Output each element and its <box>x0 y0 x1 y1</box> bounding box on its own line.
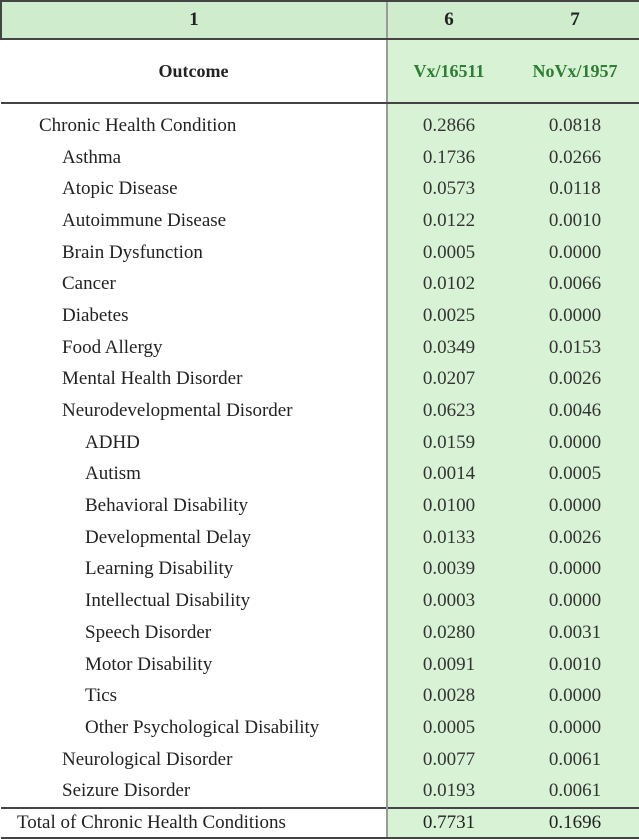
column-number-1: 1 <box>1 1 387 39</box>
novx-value: 0.0005 <box>510 459 639 491</box>
table-row <box>1 554 639 586</box>
table-row <box>1 395 639 427</box>
novx-value: 0.0000 <box>510 712 639 744</box>
total-label: Total of Chronic Health Conditions <box>1 808 387 838</box>
outcome-label: Autism <box>85 463 141 485</box>
outcome-label: Diabetes <box>62 304 129 326</box>
novx-value: 0.0010 <box>510 649 639 681</box>
total-novx-value: 0.1696 <box>510 808 639 838</box>
vx-value: 0.0005 <box>387 712 510 744</box>
novx-value: 0.0818 <box>510 103 639 142</box>
vx-value: 0.2866 <box>387 103 510 142</box>
outcome-label: Other Psychological Disability <box>85 716 320 738</box>
table-row <box>1 300 639 332</box>
table-row <box>1 649 639 681</box>
table-row <box>1 775 639 808</box>
vx-value: 0.0133 <box>387 522 510 554</box>
novx-value: 0.0026 <box>510 522 639 554</box>
table-row <box>1 427 639 459</box>
header-novx: NoVx/1957 <box>510 39 639 103</box>
header-vx: Vx/16511 <box>387 39 510 103</box>
vx-value: 0.0091 <box>387 649 510 681</box>
table-row <box>1 205 639 237</box>
outcome-label: Motor Disability <box>85 653 213 675</box>
column-number-7: 7 <box>510 1 639 39</box>
vx-value: 0.0100 <box>387 490 510 522</box>
novx-value: 0.0000 <box>510 680 639 712</box>
outcome-label: Cancer <box>62 273 116 295</box>
total-vx-value: 0.7731 <box>387 808 510 838</box>
table-row <box>1 459 639 491</box>
novx-value: 0.0000 <box>510 300 639 332</box>
vx-value: 0.0122 <box>387 205 510 237</box>
table-row <box>1 364 639 396</box>
table-row <box>1 680 639 712</box>
vx-value: 0.0349 <box>387 332 510 364</box>
table-row <box>1 173 639 205</box>
vx-value: 0.1736 <box>387 142 510 174</box>
novx-value: 0.0000 <box>510 585 639 617</box>
table-row <box>1 617 639 649</box>
vx-value: 0.0280 <box>387 617 510 649</box>
vx-value: 0.0005 <box>387 237 510 269</box>
novx-value: 0.0061 <box>510 775 639 808</box>
table-row <box>1 237 639 269</box>
outcome-label: Learning Disability <box>85 558 234 580</box>
outcome-label: Food Allergy <box>62 336 163 358</box>
outcome-label: ADHD <box>85 431 140 453</box>
table-row <box>1 490 639 522</box>
vx-value: 0.0003 <box>387 585 510 617</box>
outcome-label: Neurological Disorder <box>62 748 233 770</box>
header-outcome: Outcome <box>1 39 387 103</box>
table-row <box>1 522 639 554</box>
table-row <box>1 744 639 776</box>
vx-value: 0.0039 <box>387 554 510 586</box>
column-number-6: 6 <box>387 1 510 39</box>
table-row <box>1 585 639 617</box>
column-header-row <box>1 39 639 103</box>
outcome-label: Atopic Disease <box>62 178 178 200</box>
novx-value: 0.0026 <box>510 364 639 396</box>
outcome-label: Speech Disorder <box>85 621 212 643</box>
outcome-label: Chronic Health Condition <box>39 114 237 136</box>
table-row <box>1 268 639 300</box>
outcome-label: Mental Health Disorder <box>62 368 243 390</box>
vx-value: 0.0014 <box>387 459 510 491</box>
novx-value: 0.0000 <box>510 490 639 522</box>
novx-value: 0.0000 <box>510 237 639 269</box>
outcome-label: Behavioral Disability <box>85 495 249 517</box>
novx-value: 0.0000 <box>510 427 639 459</box>
vx-value: 0.0102 <box>387 268 510 300</box>
novx-value: 0.0266 <box>510 142 639 174</box>
novx-value: 0.0066 <box>510 268 639 300</box>
vx-value: 0.0623 <box>387 395 510 427</box>
outcome-label: Seizure Disorder <box>62 780 191 802</box>
outcome-label: Autoimmune Disease <box>62 209 227 231</box>
outcome-label: Developmental Delay <box>85 526 252 548</box>
vx-value: 0.0077 <box>387 744 510 776</box>
outcome-label: Tics <box>85 685 118 707</box>
table-row <box>1 332 639 364</box>
total-row <box>1 808 639 838</box>
column-number-row <box>1 1 639 39</box>
outcome-label: Neurodevelopmental Disorder <box>62 400 293 422</box>
table-row <box>1 712 639 744</box>
vx-value: 0.0159 <box>387 427 510 459</box>
vx-value: 0.0573 <box>387 173 510 205</box>
outcome-label: Brain Dysfunction <box>62 241 203 263</box>
novx-value: 0.0031 <box>510 617 639 649</box>
outcome-label: Asthma <box>62 146 122 168</box>
vx-value: 0.0025 <box>387 300 510 332</box>
novx-value: 0.0000 <box>510 554 639 586</box>
outcome-label: Intellectual Disability <box>85 590 251 612</box>
table-row <box>1 142 639 174</box>
table-row <box>1 103 639 142</box>
vx-value: 0.0028 <box>387 680 510 712</box>
table-body <box>1 103 639 838</box>
novx-value: 0.0046 <box>510 395 639 427</box>
novx-value: 0.0118 <box>510 173 639 205</box>
novx-value: 0.0061 <box>510 744 639 776</box>
vx-value: 0.0193 <box>387 775 510 808</box>
novx-value: 0.0153 <box>510 332 639 364</box>
novx-value: 0.0010 <box>510 205 639 237</box>
vx-value: 0.0207 <box>387 364 510 396</box>
